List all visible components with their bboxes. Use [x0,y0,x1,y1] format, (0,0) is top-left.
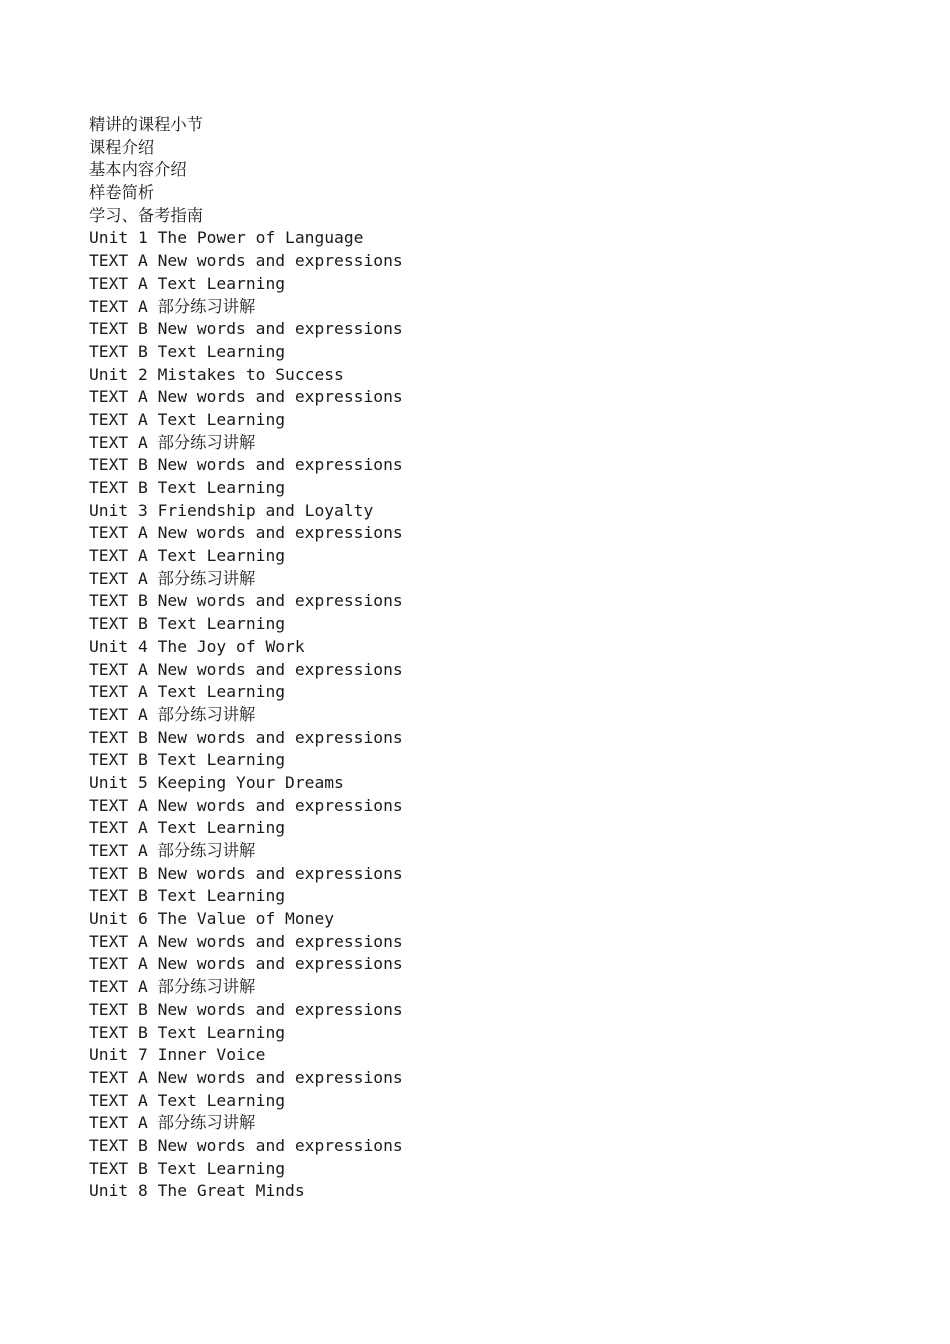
list-item: TEXT A 部分练习讲解 [89,704,256,724]
unit-heading: Unit 6 The Value of Money [89,909,335,929]
unit-heading: Unit 8 The Great Minds [89,1181,305,1201]
list-item: TEXT B New words and expressions [89,863,403,883]
list-item: TEXT A New words and expressions [89,795,403,815]
list-item: TEXT A New words and expressions [89,659,403,679]
unit-heading: Unit 3 Friendship and Loyalty [89,500,374,520]
list-item: 样卷简析 [89,183,155,203]
unit-heading: Unit 1 The Power of Language [89,228,364,248]
list-item: TEXT A Text Learning [89,818,286,838]
unit-heading: Unit 5 Keeping Your Dreams [89,772,344,792]
list-item: TEXT B New words and expressions [89,1135,403,1155]
list-item: TEXT B Text Learning [89,1158,286,1178]
list-item: TEXT B Text Learning [89,886,286,906]
list-item: 基本内容介绍 [89,160,187,180]
list-item: TEXT A New words and expressions [89,387,403,407]
list-item: TEXT B Text Learning [89,750,286,770]
list-item: TEXT A 部分练习讲解 [89,1113,256,1133]
list-item: TEXT A New words and expressions [89,931,403,951]
list-item: TEXT B New words and expressions [89,727,403,747]
list-item: TEXT B Text Learning [89,1022,286,1042]
list-item: TEXT B New words and expressions [89,319,403,339]
list-item: 精讲的课程小节 [89,115,203,134]
list-item: TEXT A New words and expressions [89,523,403,543]
list-item: TEXT A Text Learning [89,273,286,293]
unit-heading: Unit 4 The Joy of Work [89,636,305,656]
list-item: 课程介绍 [89,137,155,157]
course-section-list [89,114,403,1203]
list-item: TEXT B New words and expressions [89,455,403,475]
list-item: TEXT A 部分练习讲解 [89,841,256,860]
list-item: 学习、备考指南 [89,205,203,225]
list-item: TEXT A 部分练习讲解 [89,432,256,452]
unit-heading: Unit 7 Inner Voice [89,1045,266,1065]
list-item: TEXT A Text Learning [89,682,286,702]
list-item: TEXT A New words and expressions [89,954,403,974]
list-item: TEXT A Text Learning [89,546,286,566]
list-item: TEXT A Text Learning [89,1090,286,1110]
list-item: TEXT B Text Learning [89,341,286,361]
list-item: TEXT A 部分练习讲解 [89,568,256,588]
list-item: TEXT A 部分练习讲解 [89,977,256,997]
list-item: TEXT B New words and expressions [89,591,403,611]
list-item: TEXT A New words and expressions [89,1067,403,1087]
list-item: TEXT B New words and expressions [89,999,403,1019]
list-item: TEXT A 部分练习讲解 [89,296,256,316]
list-item: TEXT B Text Learning [89,478,286,497]
list-item: TEXT A New words and expressions [89,251,403,271]
list-item: TEXT B Text Learning [89,614,286,634]
list-item: TEXT A Text Learning [89,409,286,429]
unit-heading: Unit 2 Mistakes to Success [89,364,344,384]
